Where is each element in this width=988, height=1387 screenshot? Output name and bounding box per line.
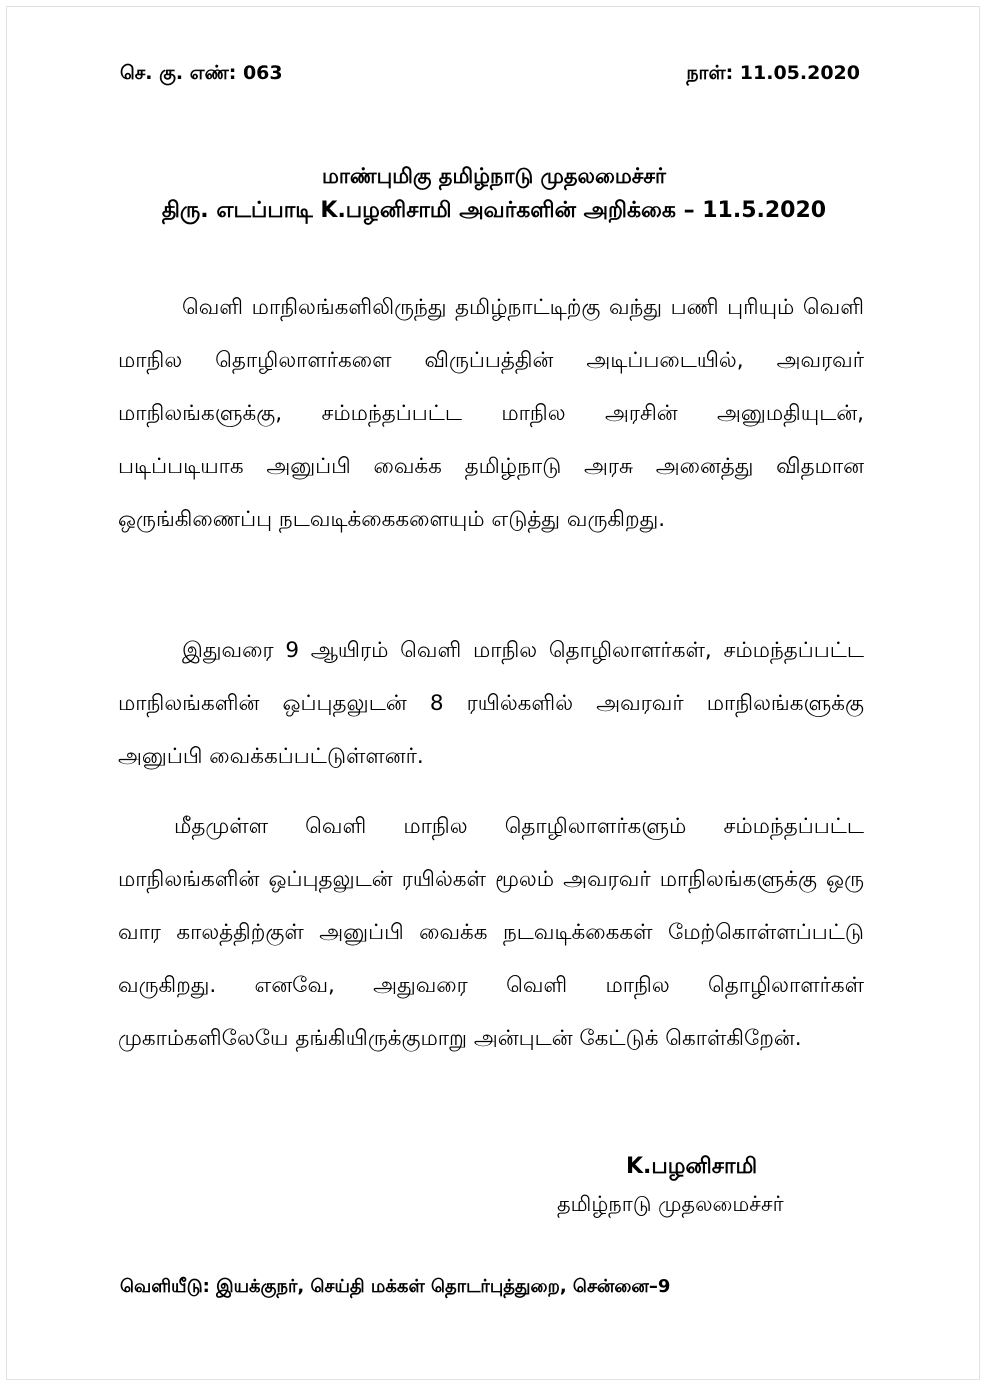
body-paragraph-1: வெளி மாநிலங்களிலிருந்து தமிழ்நாட்டிற்கு வந்து பணி புரியும் வெளி மாநில தொழிலாளர்களை விருப்பத்தின் அடிப்படையில், அவரவர் மாநிலங்களுக்கு, சம்மந்தப்பட்ட மாநில அரசின் அனுமதியுடன், படிப்படியாக அனுப்பி வைக்க தமிழ்நாடு அரசு அனைத்து விதமான ஒருங்கிணைப்பு நடவடிக்கைகளையும் எடுத்து வருகிறது. <box>118 295 864 532</box>
release-footer: வெளியீடு: இயக்குநர், செய்தி மக்கள் தொடர்புத்துறை, சென்னை–9 <box>120 1276 671 1297</box>
signatory-designation: தமிழ்நாடு முதலமைச்சர் <box>557 1192 784 1216</box>
press-release-date: நாள்: 11.05.2020 <box>686 62 860 84</box>
document-title-line-1: மாண்புமிகு தமிழ்நாடு முதலமைச்சர் <box>322 164 666 188</box>
document-title-line-2: திரு. எடப்பாடி K.பழனிசாமி அவர்களின் அறிக்கை – 11.5.2020 <box>161 198 827 223</box>
body-paragraph-3: மீதமுள்ள வெளி மாநில தொழிலாளர்களும் சம்மந்தப்பட்ட மாநிலங்களின் ஒப்புதலுடன் ரயில்கள் மூலம் அவரவர் மாநிலங்களுக்கு ஒரு வார காலத்திற்குள் அனுப்பி வைக்க நடவடிக்கைகள் மேற்கொள்ளப்பட்டு வருகிறது. எனவே, அதுவரை வெளி மாநில தொழிலாளர்கள் முகாம்களிலேயே தங்கியிருக்குமாறு அன்புடன் கேட்டுக் கொள்கிறேன். <box>118 814 864 1051</box>
press-release-number: செ. கு. எண்: 063 <box>120 62 283 84</box>
body-paragraph-2: இதுவரை 9 ஆயிரம் வெளி மாநில தொழிலாளர்கள், சம்மந்தப்பட்ட மாநிலங்களின் ஒப்புதலுடன் 8 ரயில்களில் அவரவர் மாநிலங்களுக்கு அனுப்பி வைக்கப்பட்டுள்ளனர். <box>118 638 864 769</box>
signatory-name: K.பழனிசாமி <box>626 1154 758 1179</box>
